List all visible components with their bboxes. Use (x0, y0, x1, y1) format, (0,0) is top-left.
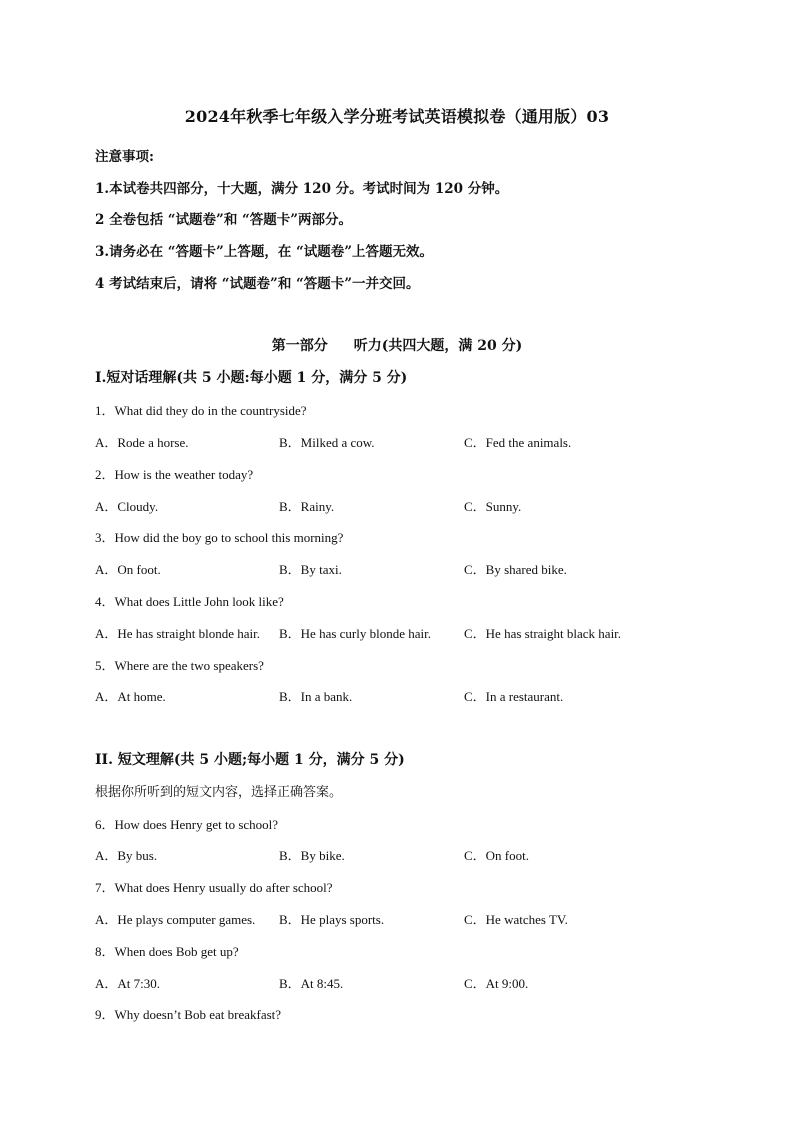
section-title: Ⅰ.短对话理解(共 5 小题:每小题 1 分，满分 5 分) (95, 370, 408, 386)
part-desc: 听力(共四大题，满 20 分) (353, 338, 523, 354)
option-b[interactable]: B．Milked a cow. (279, 435, 375, 450)
option-b[interactable]: B．By bike. (279, 848, 345, 863)
option-b[interactable]: B．He plays sports. (279, 912, 385, 927)
question: 7．What does Henry usually do after school? (95, 880, 333, 895)
question: 6．How does Henry get to school? (95, 817, 279, 832)
option-c[interactable]: C．Sunny. (464, 499, 522, 514)
option-c[interactable]: C．He watches TV. (464, 912, 568, 927)
option-a[interactable]: A．On foot. (95, 562, 161, 577)
option-a[interactable]: A．Cloudy. (95, 499, 159, 514)
option-c[interactable]: C．By shared bike. (464, 562, 567, 577)
notice-item: 4 考试结束后，请将 “试题卷”和 “答题卡”一并交回。 (95, 276, 420, 292)
page-title: 2024年秋季七年级入学分班考试英语模拟卷（通用版）03 (184, 107, 610, 126)
question: 2．How is the weather today? (95, 467, 254, 482)
part-title (0, 335, 794, 355)
option-a[interactable]: A．He has straight blonde hair. (95, 626, 260, 641)
notice-item: 1.本试卷共四部分，十大题，满分 120 分。考试时间为 120 分钟。 (95, 181, 509, 197)
notice-item: 2 全卷包括 “试题卷”和 “答题卡”两部分。 (95, 212, 353, 228)
question: 8．When does Bob get up? (95, 944, 239, 959)
question: 5．Where are the two speakers? (95, 658, 264, 673)
question: 9．Why doesn’t Bob eat breakfast? (95, 1007, 282, 1022)
option-a[interactable]: A．At 7:30. (95, 976, 161, 991)
notice-item: 3.请务必在 “答题卡”上答题，在 “试题卷”上答题无效。 (95, 244, 434, 260)
option-a[interactable]: A．Rode a horse. (95, 435, 189, 450)
option-a[interactable]: A．At home. (95, 689, 166, 704)
option-c[interactable]: C．On foot. (464, 848, 530, 863)
option-a[interactable]: A．He plays computer games. (95, 912, 256, 927)
question: 4．What does Little John look like? (95, 594, 284, 609)
option-a[interactable]: A．By bus. (95, 848, 158, 863)
option-c[interactable]: C．In a restaurant. (464, 689, 564, 704)
question: 3．How did the boy go to school this morning? (95, 530, 344, 545)
option-b[interactable]: B．By taxi. (279, 562, 342, 577)
option-b[interactable]: B．In a bank. (279, 689, 353, 704)
option-c[interactable]: C．Fed the animals. (464, 435, 572, 450)
notice-heading: 注意事项: (95, 149, 154, 165)
option-b[interactable]: B．He has curly blonde hair. (279, 626, 431, 641)
option-c[interactable]: C．At 9:00. (464, 976, 529, 991)
option-c[interactable]: C．He has straight black hair. (464, 626, 622, 641)
section-instruction: 根据你所听到的短文内容，选择正确答案。 (95, 785, 343, 800)
option-b[interactable]: B．Rainy. (279, 499, 335, 514)
question: 1．What did they do in the countryside? (95, 403, 307, 418)
option-b[interactable]: B．At 8:45. (279, 976, 344, 991)
section-title: II. 短文理解(共 5 小题;每小题 1 分，满分 5 分) (95, 752, 405, 768)
part-name: 第一部分 (271, 338, 328, 354)
